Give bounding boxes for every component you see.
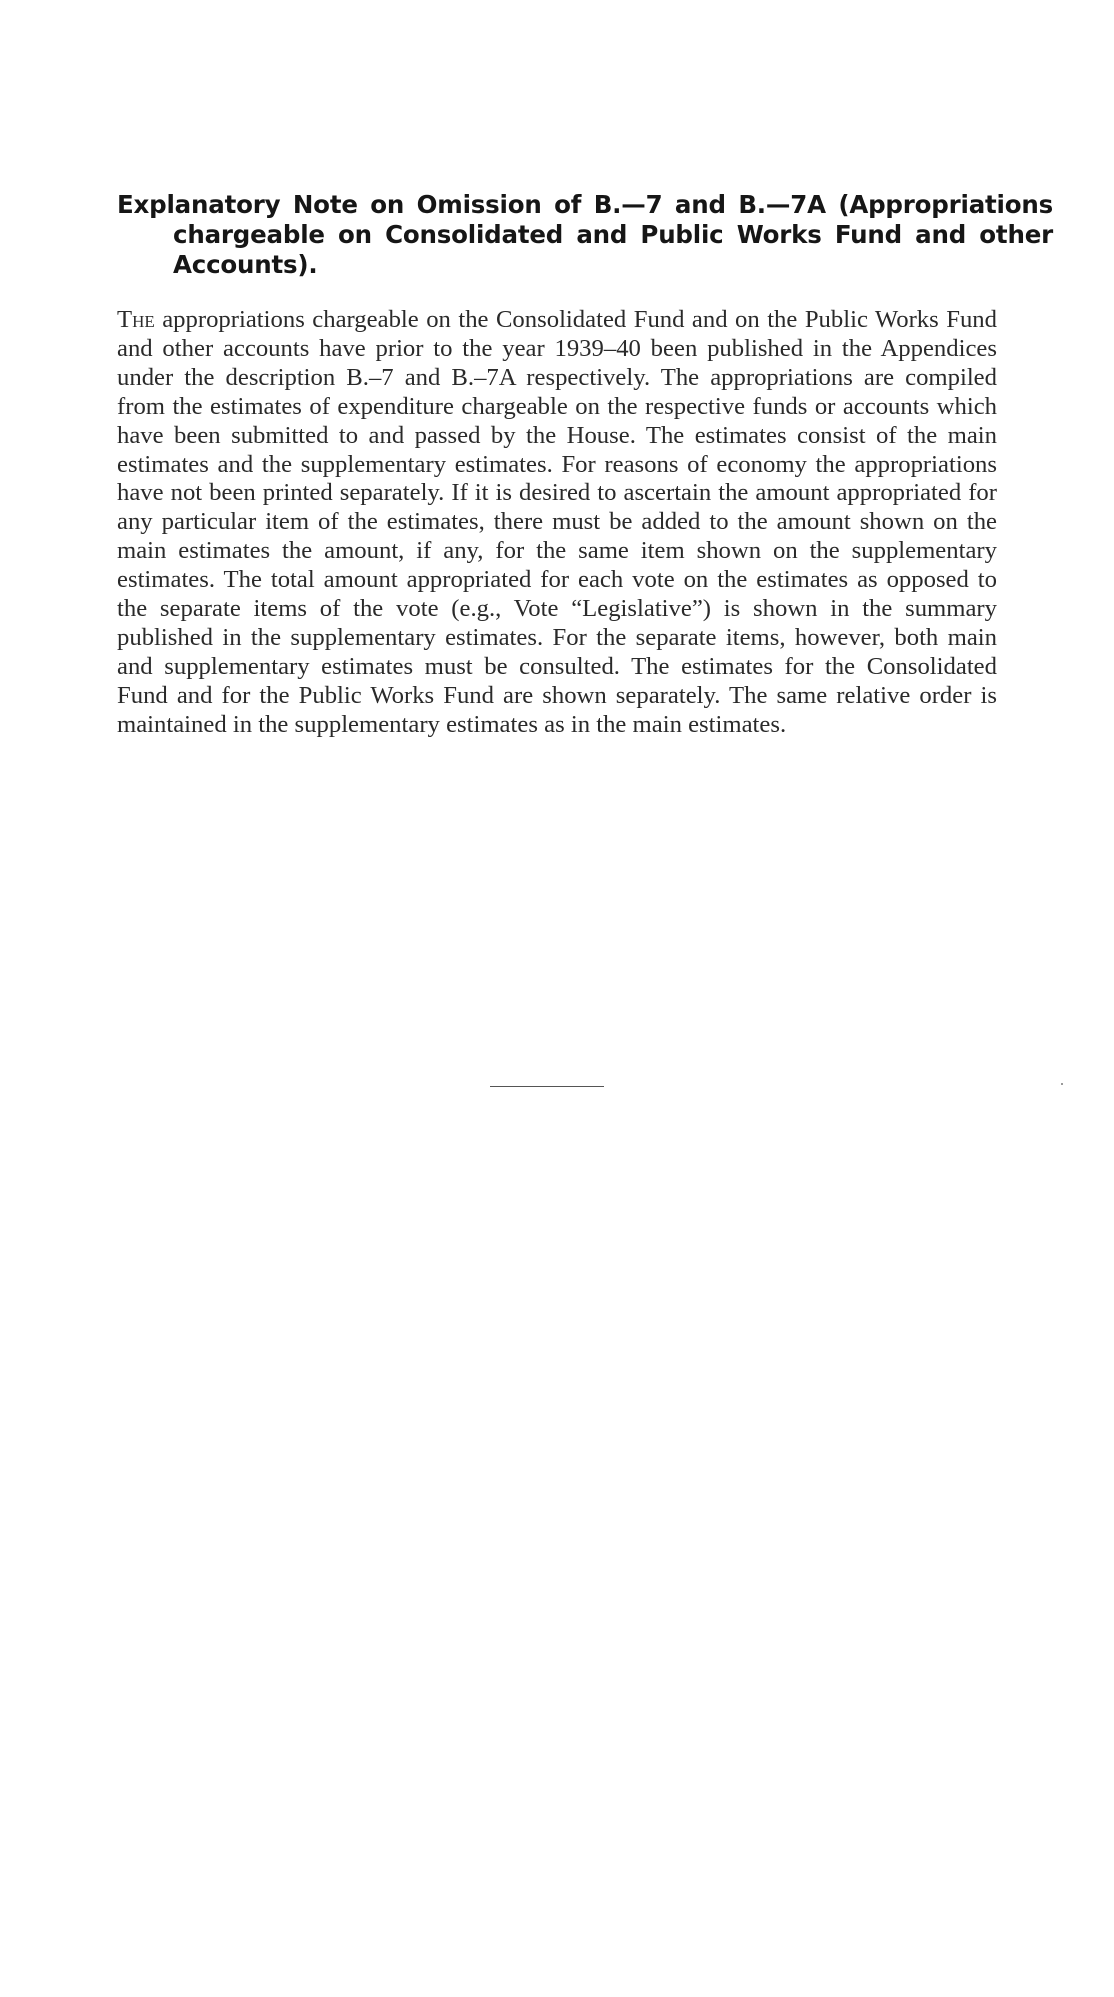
lead-word: The (117, 306, 155, 333)
scan-speck (1061, 1083, 1063, 1085)
paragraph-body: appropriations chargeable on the Consolidated Fund and on the Public Works Fund and other accounts have prior to the year 1939–40 been published in the Appendices under the description B.–7 and B.–7A respectively. The appropriations are compiled from the estimates of expenditure chargeable on the respective funds or accounts which have been submitted to and passed by the House. The estimates consist of the main estimates and the supplementary estimates. For reasons of economy the appropriations have not been printed separately. If it is desired to ascertain the amount appropriated for any particular item of the estimates, there must be added to the amount shown on the main estimates the amount, if any, for the same item shown on the supplementary estimates. The total amount appropriated for each vote on the estimates as opposed to the separate items of the vote (e.g., Vote “Legislative”) is shown in the summary published in the supplementary estimates. For the separate items, however, both main and supplementary estimates must be consulted. The estimates for the Consolidated Fund and for the Public Works Fund are shown separately. The same relative order is maintained in the supplementary estimates as in the main estimates. (117, 306, 997, 738)
section-end-rule (490, 1086, 604, 1087)
explanatory-note-heading: Explanatory Note on Omission of B.—7 and B.—7A (Appropriations chargeable on Consolidated and Public Works Fund and other Accounts). (117, 190, 1053, 279)
explanatory-note-paragraph (117, 306, 997, 740)
